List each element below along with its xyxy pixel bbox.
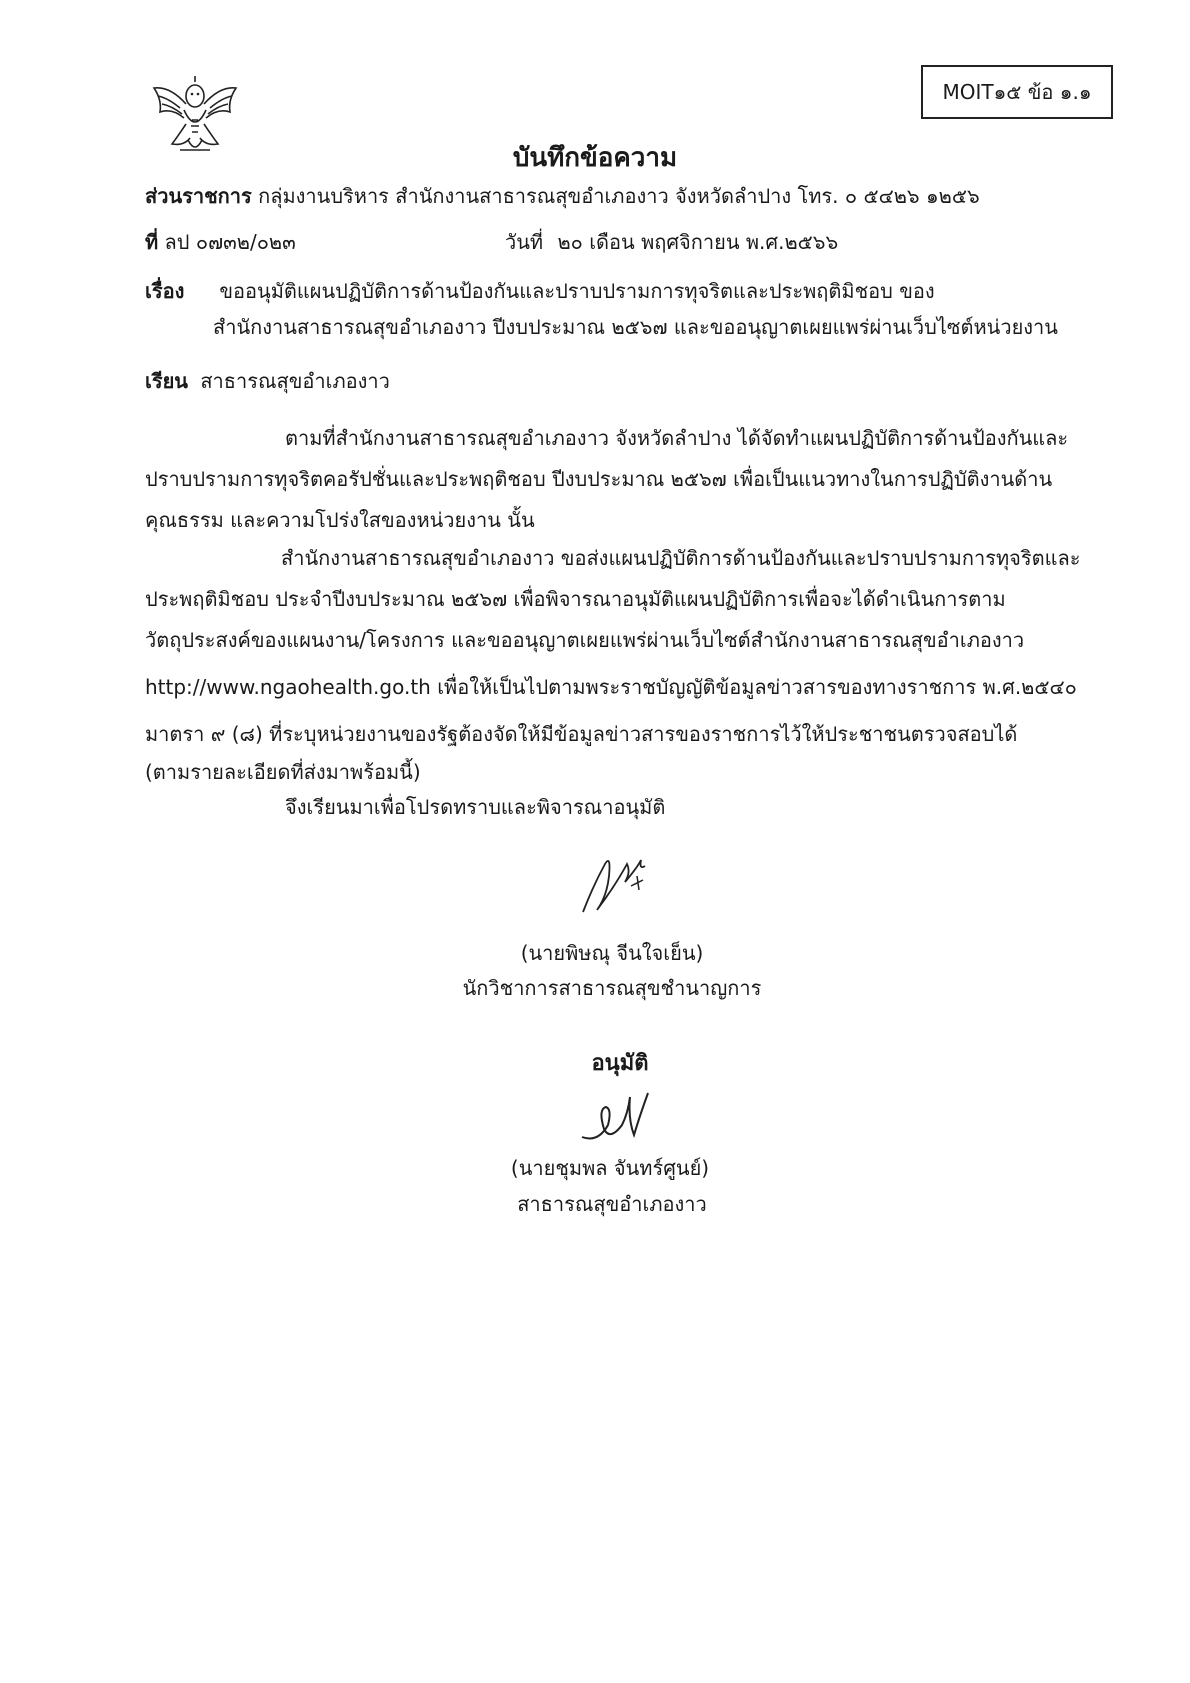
doc-number-line [145, 227, 296, 257]
signature-2 [578, 1085, 668, 1145]
date-label: วันที่ [505, 230, 544, 254]
paragraph-2-line: ประพฤติมิชอบ ประจำปีงบประมาณ ๒๕๖๗ เพื่อพิจารณาอนุมัติแผนปฏิบัติการเพื่อจะได้ดำเนินการตาม [145, 587, 1006, 611]
subject-text-2: สำนักงานสาธารณสุขอำเภองาว ปีงบประมาณ ๒๕๖๗ และขออนุญาตเผยแพร่ผ่านเว็บไซต์หน่วยงาน [213, 315, 1058, 339]
recipient-line [145, 366, 390, 396]
paragraph-1 [145, 418, 1068, 541]
paragraph-2-line: วัตถุประสงค์ของแผนงาน/โครงการ และขออนุญาตเผยแพร่ผ่านเว็บไซต์สำนักงานสาธารณสุขอำเภองาว [145, 628, 1025, 652]
recipient-value: สาธารณสุขอำเภองาว [200, 369, 390, 393]
paragraph-2-line: สำนักงานสาธารณสุขอำเภองาว ขอส่งแผนปฏิบัติการด้านป้องกันและปราบปรามการทุจริตและ [281, 546, 1081, 570]
paragraph-1-line: ตามที่สำนักงานสาธารณสุขอำเภองาว จังหวัดลำปาง ได้จัดทำแผนปฏิบัติการด้านป้องกันและ [285, 426, 1069, 450]
recipient-label: เรียน [145, 369, 188, 393]
paragraph-2-line: มาตรา ๙ (๘) ที่ระบุหน่วยงานของรัฐต้องจัดให้มีข้อมูลข่าวสารของราชการไว้ให้ประชาชนตรวจสอบได้ [145, 722, 1018, 746]
doc-number-value: ลป ๐๗๓๒/๐๒๓ [164, 230, 296, 254]
agency-label: ส่วนราชการ [145, 184, 252, 208]
paragraph-1-line: คุณธรรม และความโปร่งใสของหน่วยงาน นั้น [145, 508, 535, 532]
approver-name: (นายชุมพล จันทร์ศูนย์) [510, 1156, 710, 1180]
paragraph-2 [145, 538, 1080, 789]
subject-text-1: ขออนุมัติแผนปฏิบัติการด้านป้องกันและปราบปรามการทุจริตและประพฤติมิชอบ ของ [219, 279, 935, 303]
signature-1 [575, 846, 675, 916]
doc-number-label: ที่ [145, 230, 159, 254]
reference-code-box [921, 65, 1113, 119]
paragraph-2-line: http://www.ngaohealth.go.th เพื่อให้เป็นไปตามพระราชบัญญัติข้อมูลข่าวสารของทางราชการ พ.ศ.๒๕๔๐ [145, 675, 1077, 699]
memo-title: บันทึกข้อความ [512, 143, 678, 173]
subject-line-1 [145, 276, 935, 306]
subject-label: เรื่อง [145, 279, 185, 303]
signer-1-position: นักวิชาการสาธารณสุขชำนาญการ [462, 976, 762, 1000]
date-value: ๒๐ เดือน พฤศจิกายน พ.ศ.๒๕๖๖ [557, 230, 839, 254]
reference-code: MOIT๑๕ ข้อ ๑.๑ [942, 80, 1092, 104]
approval-label: อนุมัติ [591, 1051, 649, 1076]
agency-value: กลุ่มงานบริหาร สำนักงานสาธารณสุขอำเภองาว จังหวัดลำปาง โทร. ๐ ๕๔๒๖ ๑๒๕๖ [258, 184, 980, 208]
closing-line: จึงเรียนมาเพื่อโปรดทราบและพิจารณาอนุมัติ [285, 795, 666, 819]
signer-1-name: (นายพิษณุ จีนใจเย็น) [520, 941, 704, 965]
date-line [505, 227, 838, 257]
paragraph-1-line: ปราบปรามการทุจริตคอรัปชั่นและประพฤติชอบ ปีงบประมาณ ๒๕๖๗ เพื่อเป็นแนวทางในการปฏิบัติงานด้าน [145, 467, 1053, 491]
agency-line [145, 181, 980, 211]
paragraph-2-line: (ตามรายละเอียดที่ส่งมาพร้อมนี้) [145, 760, 421, 784]
approver-position: สาธารณสุขอำเภองาว [517, 1192, 707, 1216]
